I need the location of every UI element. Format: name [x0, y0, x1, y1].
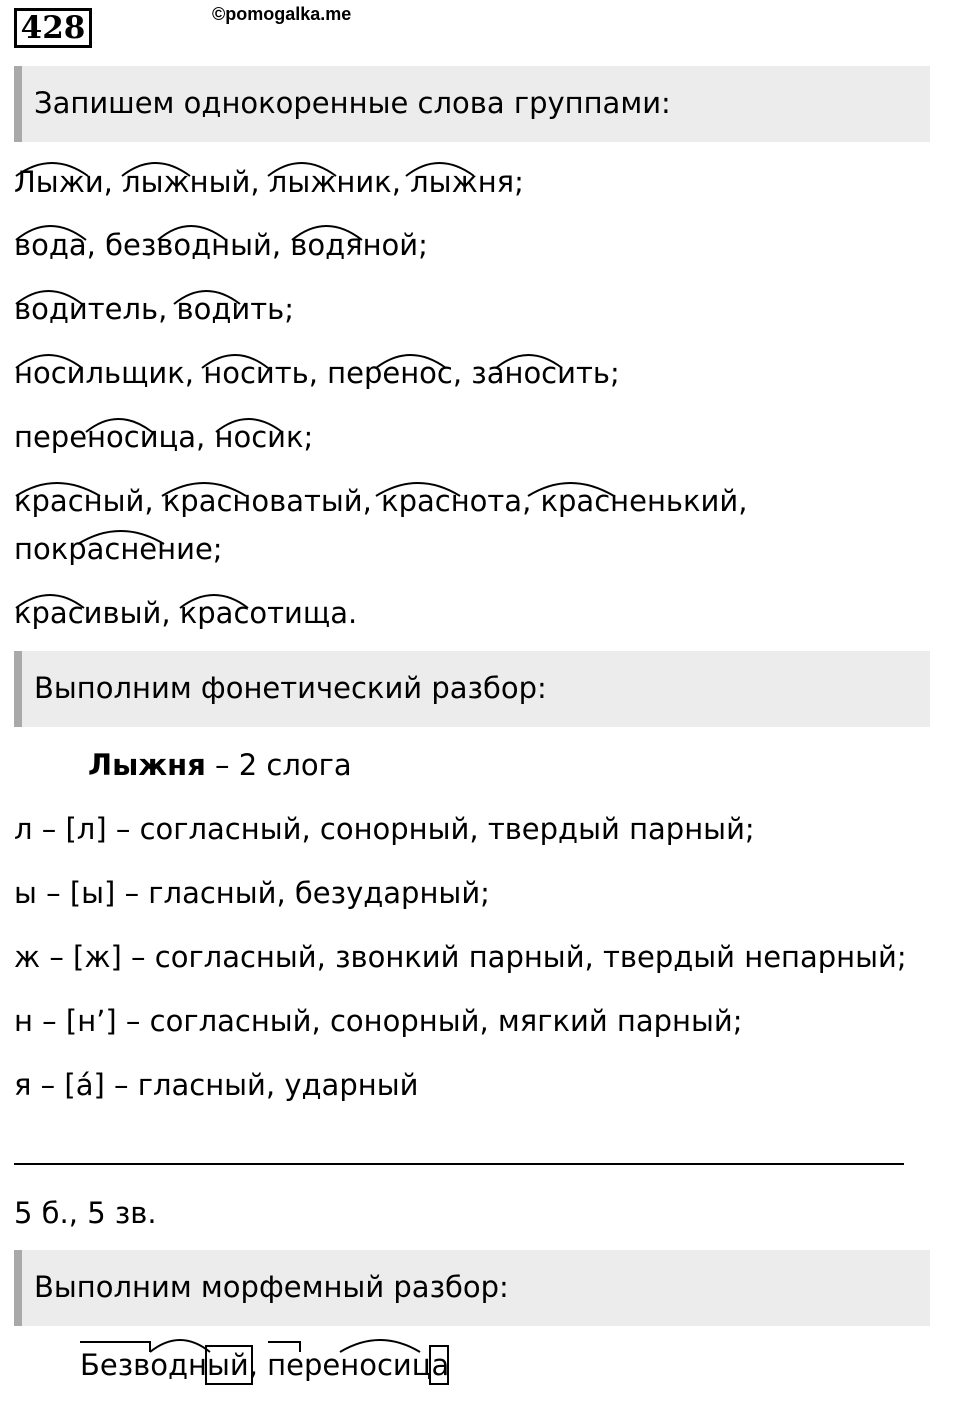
section-title: Выполним фонетический разбор: — [34, 671, 547, 705]
word-group-line: красный, красноватый, краснота, красненький, — [14, 484, 748, 518]
exercise-number: 428 — [14, 8, 92, 48]
section-header-phonetic — [14, 651, 930, 727]
divider-line — [14, 1163, 904, 1165]
phonetic-word: Лыжня — [88, 748, 206, 782]
section-header-morphemic — [14, 1250, 930, 1326]
phonetic-word-line — [88, 748, 352, 782]
phonetic-line: н – [н’] – согласный, сонорный, мягкий парный; — [14, 1004, 743, 1038]
section-title: Выполним морфемный разбор: — [34, 1270, 509, 1304]
syllable-count: – 2 слога — [205, 748, 352, 782]
word-group-line: покраснение; — [14, 532, 223, 566]
letters-sounds-summary: 5 б., 5 зв. — [14, 1196, 157, 1230]
section-title: Запишем однокоренные слова группами: — [34, 86, 671, 120]
word-group-line: вода, безводный, водяной; — [14, 228, 428, 262]
word-group-line: красивый, красотища. — [14, 596, 358, 630]
watermark: ©pomogalka.me — [212, 4, 352, 24]
word-group-line: водитель, водить; — [14, 292, 295, 326]
word-group-line: носильщик, носить, перенос, заносить; — [14, 356, 620, 390]
word-group-line: Лыжи, лыжный, лыжник, лыжня; — [14, 165, 524, 199]
word-group-line: переносица, носик; — [14, 420, 314, 454]
section-header-related-words — [14, 66, 930, 142]
phonetic-line: л – [л] – согласный, сонорный, твердый парный; — [14, 812, 755, 846]
phonetic-line: ж – [ж] – согласный, звонкий парный, твердый непарный; — [14, 940, 907, 974]
phonetic-line: ы – [ы] – гласный, безударный; — [14, 876, 490, 910]
morpheme-words: Безводный, переносица — [80, 1348, 450, 1382]
phonetic-line: я – [á] – гласный, ударный — [14, 1068, 419, 1102]
